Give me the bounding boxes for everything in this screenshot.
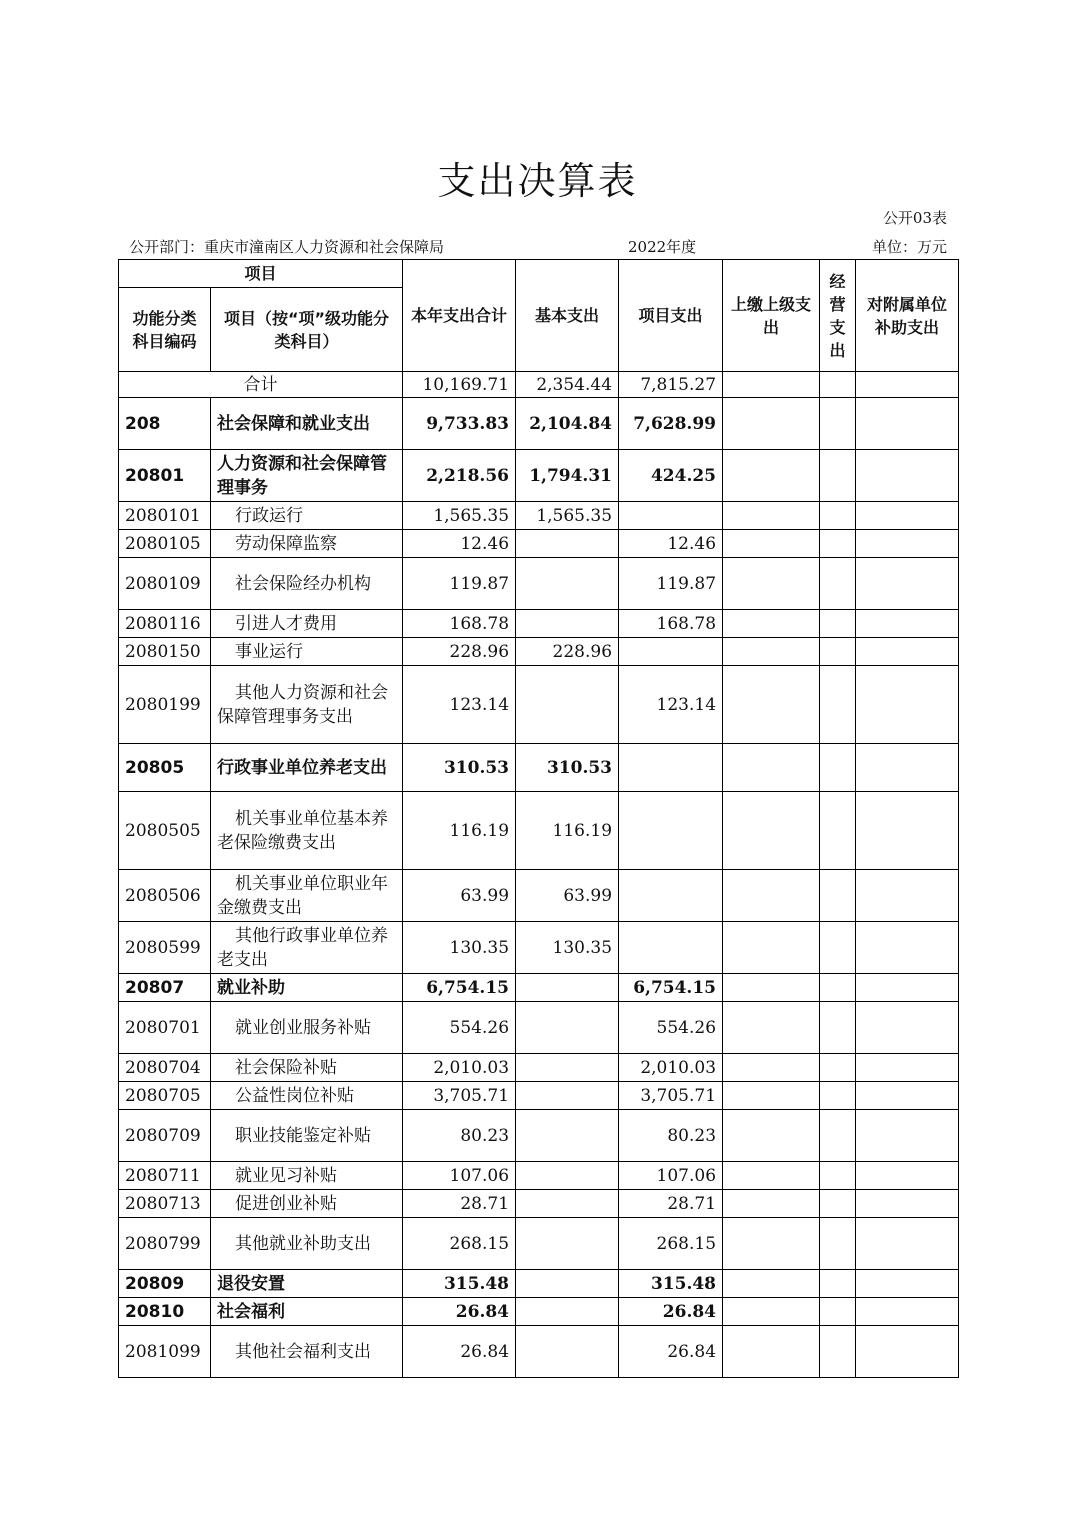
row-project — [619, 638, 723, 666]
row-subsidy — [856, 1298, 959, 1326]
row-total: 315.48 — [403, 1270, 516, 1298]
header-item: 项目 — [119, 260, 403, 288]
header-name: 项目（按“项”级功能分类科目） — [211, 288, 403, 372]
total-upper — [723, 372, 820, 398]
row-project: 2,010.03 — [619, 1054, 723, 1082]
table-row — [119, 974, 959, 1002]
row-code: 2080505 — [119, 792, 211, 870]
row-code: 208 — [119, 398, 211, 450]
row-basic — [516, 1162, 619, 1190]
row-total: 123.14 — [403, 666, 516, 744]
row-total: 12.46 — [403, 530, 516, 558]
row-name: 就业补助 — [211, 974, 403, 1002]
row-name: 社会福利 — [211, 1298, 403, 1326]
row-code: 20805 — [119, 744, 211, 792]
row-upper — [723, 450, 820, 502]
table-row — [119, 558, 959, 610]
total-total: 10,169.71 — [403, 372, 516, 398]
row-basic — [516, 1110, 619, 1162]
row-project: 7,628.99 — [619, 398, 723, 450]
row-business — [820, 502, 856, 530]
table-row — [119, 1054, 959, 1082]
row-business — [820, 610, 856, 638]
row-business — [820, 1110, 856, 1162]
row-name: 其他人力资源和社会保障管理事务支出 — [211, 666, 403, 744]
row-business — [820, 922, 856, 974]
row-business — [820, 792, 856, 870]
table-row — [119, 1162, 959, 1190]
row-business — [820, 1326, 856, 1378]
row-project: 424.25 — [619, 450, 723, 502]
row-business — [820, 1190, 856, 1218]
row-subsidy — [856, 610, 959, 638]
year-label: 2022年度 — [628, 238, 697, 256]
row-business — [820, 870, 856, 922]
row-code: 2080105 — [119, 530, 211, 558]
row-basic — [516, 530, 619, 558]
row-basic — [516, 558, 619, 610]
row-name: 引进人才费用 — [211, 610, 403, 638]
row-total: 2,010.03 — [403, 1054, 516, 1082]
row-code: 2080101 — [119, 502, 211, 530]
row-code: 2080709 — [119, 1110, 211, 1162]
row-subsidy — [856, 974, 959, 1002]
row-subsidy — [856, 1190, 959, 1218]
row-name: 行政事业单位养老支出 — [211, 744, 403, 792]
row-subsidy — [856, 1082, 959, 1110]
row-total: 268.15 — [403, 1218, 516, 1270]
row-subsidy — [856, 1162, 959, 1190]
row-total: 310.53 — [403, 744, 516, 792]
row-upper — [723, 1054, 820, 1082]
row-project — [619, 744, 723, 792]
table-row — [119, 502, 959, 530]
row-basic: 130.35 — [516, 922, 619, 974]
header-business: 经营支出 — [820, 260, 856, 372]
row-name: 机关事业单位职业年金缴费支出 — [211, 870, 403, 922]
table-row — [119, 398, 959, 450]
row-project: 123.14 — [619, 666, 723, 744]
row-basic: 1,794.31 — [516, 450, 619, 502]
row-code: 20809 — [119, 1270, 211, 1298]
row-total: 554.26 — [403, 1002, 516, 1054]
header-subsidy: 对附属单位补助支出 — [856, 260, 959, 372]
row-total: 116.19 — [403, 792, 516, 870]
table-row — [119, 638, 959, 666]
row-code: 2080704 — [119, 1054, 211, 1082]
row-total: 168.78 — [403, 610, 516, 638]
row-basic — [516, 1218, 619, 1270]
row-basic — [516, 1082, 619, 1110]
row-business — [820, 1218, 856, 1270]
row-code: 2081099 — [119, 1326, 211, 1378]
row-code: 2080109 — [119, 558, 211, 610]
row-basic — [516, 666, 619, 744]
row-subsidy — [856, 1110, 959, 1162]
form-number: 公开03表 — [882, 209, 947, 227]
row-project: 6,754.15 — [619, 974, 723, 1002]
row-name: 退役安置 — [211, 1270, 403, 1298]
row-subsidy — [856, 1002, 959, 1054]
row-subsidy — [856, 1326, 959, 1378]
row-code: 20801 — [119, 450, 211, 502]
row-total: 6,754.15 — [403, 974, 516, 1002]
expenditure-table — [118, 259, 959, 1378]
row-basic: 310.53 — [516, 744, 619, 792]
row-name: 公益性岗位补贴 — [211, 1082, 403, 1110]
row-basic: 63.99 — [516, 870, 619, 922]
row-subsidy — [856, 558, 959, 610]
total-row — [119, 372, 959, 398]
row-upper — [723, 1218, 820, 1270]
row-business — [820, 638, 856, 666]
row-project: 80.23 — [619, 1110, 723, 1162]
row-code: 2080506 — [119, 870, 211, 922]
row-total: 228.96 — [403, 638, 516, 666]
row-subsidy — [856, 744, 959, 792]
row-business — [820, 1054, 856, 1082]
row-basic: 228.96 — [516, 638, 619, 666]
header-code: 功能分类科目编码 — [119, 288, 211, 372]
row-business — [820, 1082, 856, 1110]
row-total: 28.71 — [403, 1190, 516, 1218]
table-row — [119, 1218, 959, 1270]
row-subsidy — [856, 1054, 959, 1082]
row-code: 2080199 — [119, 666, 211, 744]
row-basic — [516, 1190, 619, 1218]
row-project: 168.78 — [619, 610, 723, 638]
row-upper — [723, 1002, 820, 1054]
row-basic — [516, 1054, 619, 1082]
table-row — [119, 1082, 959, 1110]
row-upper — [723, 1298, 820, 1326]
row-project: 268.15 — [619, 1218, 723, 1270]
row-basic: 1,565.35 — [516, 502, 619, 530]
row-upper — [723, 530, 820, 558]
row-upper — [723, 502, 820, 530]
row-basic: 2,104.84 — [516, 398, 619, 450]
row-project: 315.48 — [619, 1270, 723, 1298]
row-total: 80.23 — [403, 1110, 516, 1162]
row-code: 2080799 — [119, 1218, 211, 1270]
row-project: 119.87 — [619, 558, 723, 610]
row-upper — [723, 398, 820, 450]
row-total: 63.99 — [403, 870, 516, 922]
row-subsidy — [856, 638, 959, 666]
row-business — [820, 1162, 856, 1190]
row-business — [820, 530, 856, 558]
row-subsidy — [856, 870, 959, 922]
row-basic — [516, 1298, 619, 1326]
row-project — [619, 502, 723, 530]
row-name: 事业运行 — [211, 638, 403, 666]
row-total: 26.84 — [403, 1298, 516, 1326]
table-row — [119, 530, 959, 558]
row-total: 9,733.83 — [403, 398, 516, 450]
table-row — [119, 792, 959, 870]
row-name: 职业技能鉴定补贴 — [211, 1110, 403, 1162]
row-subsidy — [856, 530, 959, 558]
row-business — [820, 1270, 856, 1298]
row-total: 3,705.71 — [403, 1082, 516, 1110]
row-project — [619, 792, 723, 870]
row-business — [820, 744, 856, 792]
row-upper — [723, 1326, 820, 1378]
row-name: 人力资源和社会保障管理事务 — [211, 450, 403, 502]
row-basic: 116.19 — [516, 792, 619, 870]
row-name: 劳动保障监察 — [211, 530, 403, 558]
row-code: 2080150 — [119, 638, 211, 666]
row-total: 1,565.35 — [403, 502, 516, 530]
table-row — [119, 1326, 959, 1378]
header-upper: 上缴上级支出 — [723, 260, 820, 372]
row-business — [820, 398, 856, 450]
row-business — [820, 666, 856, 744]
row-subsidy — [856, 1218, 959, 1270]
row-project: 26.84 — [619, 1326, 723, 1378]
page-title: 支出决算表 — [437, 159, 638, 203]
row-basic — [516, 1270, 619, 1298]
row-name: 就业创业服务补贴 — [211, 1002, 403, 1054]
row-total: 107.06 — [403, 1162, 516, 1190]
row-business — [820, 1002, 856, 1054]
row-upper — [723, 744, 820, 792]
row-total: 26.84 — [403, 1326, 516, 1378]
unit-label: 单位：万元 — [871, 238, 947, 256]
row-business — [820, 558, 856, 610]
row-subsidy — [856, 502, 959, 530]
row-code: 2080711 — [119, 1162, 211, 1190]
header-project: 项目支出 — [619, 260, 723, 372]
row-name: 其他社会福利支出 — [211, 1326, 403, 1378]
row-total: 130.35 — [403, 922, 516, 974]
row-basic — [516, 974, 619, 1002]
table-row — [119, 666, 959, 744]
row-name: 社会保险经办机构 — [211, 558, 403, 610]
row-code: 2080599 — [119, 922, 211, 974]
row-name: 行政运行 — [211, 502, 403, 530]
row-code: 2080701 — [119, 1002, 211, 1054]
row-upper — [723, 638, 820, 666]
row-name: 机关事业单位基本养老保险缴费支出 — [211, 792, 403, 870]
row-project — [619, 922, 723, 974]
row-business — [820, 450, 856, 502]
table-row — [119, 1002, 959, 1054]
total-subsidy — [856, 372, 959, 398]
row-project: 26.84 — [619, 1298, 723, 1326]
row-project: 28.71 — [619, 1190, 723, 1218]
row-upper — [723, 610, 820, 638]
row-subsidy — [856, 922, 959, 974]
row-project: 3,705.71 — [619, 1082, 723, 1110]
table-row — [119, 870, 959, 922]
row-subsidy — [856, 450, 959, 502]
header-basic: 基本支出 — [516, 260, 619, 372]
row-total: 119.87 — [403, 558, 516, 610]
table-row — [119, 1298, 959, 1326]
row-project: 12.46 — [619, 530, 723, 558]
total-project: 7,815.27 — [619, 372, 723, 398]
table-row — [119, 450, 959, 502]
table-row — [119, 610, 959, 638]
row-upper — [723, 922, 820, 974]
row-subsidy — [856, 398, 959, 450]
row-upper — [723, 1082, 820, 1110]
row-subsidy — [856, 792, 959, 870]
row-upper — [723, 666, 820, 744]
row-name: 其他行政事业单位养老支出 — [211, 922, 403, 974]
table-row — [119, 1270, 959, 1298]
row-upper — [723, 974, 820, 1002]
header-total: 本年支出合计 — [403, 260, 516, 372]
table-row — [119, 1110, 959, 1162]
row-upper — [723, 1162, 820, 1190]
row-project: 107.06 — [619, 1162, 723, 1190]
total-business — [820, 372, 856, 398]
row-upper — [723, 1190, 820, 1218]
row-subsidy — [856, 666, 959, 744]
row-basic — [516, 1002, 619, 1054]
table-row — [119, 922, 959, 974]
row-code: 2080116 — [119, 610, 211, 638]
row-code: 2080713 — [119, 1190, 211, 1218]
row-name: 促进创业补贴 — [211, 1190, 403, 1218]
row-name: 其他就业补助支出 — [211, 1218, 403, 1270]
row-code: 2080705 — [119, 1082, 211, 1110]
row-basic — [516, 610, 619, 638]
table-row — [119, 1190, 959, 1218]
department-label: 公开部门：重庆市潼南区人力资源和社会保障局 — [129, 238, 445, 256]
row-name: 社会保险补贴 — [211, 1054, 403, 1082]
row-code: 20810 — [119, 1298, 211, 1326]
row-business — [820, 974, 856, 1002]
row-upper — [723, 558, 820, 610]
total-basic: 2,354.44 — [516, 372, 619, 398]
row-upper — [723, 870, 820, 922]
row-subsidy — [856, 1270, 959, 1298]
row-business — [820, 1298, 856, 1326]
row-name: 社会保障和就业支出 — [211, 398, 403, 450]
row-upper — [723, 1110, 820, 1162]
row-code: 20807 — [119, 974, 211, 1002]
row-total: 2,218.56 — [403, 450, 516, 502]
row-upper — [723, 792, 820, 870]
total-label: 合计 — [119, 372, 403, 398]
row-project — [619, 870, 723, 922]
row-basic — [516, 1326, 619, 1378]
table-row — [119, 744, 959, 792]
row-project: 554.26 — [619, 1002, 723, 1054]
row-name: 就业见习补贴 — [211, 1162, 403, 1190]
row-upper — [723, 1270, 820, 1298]
